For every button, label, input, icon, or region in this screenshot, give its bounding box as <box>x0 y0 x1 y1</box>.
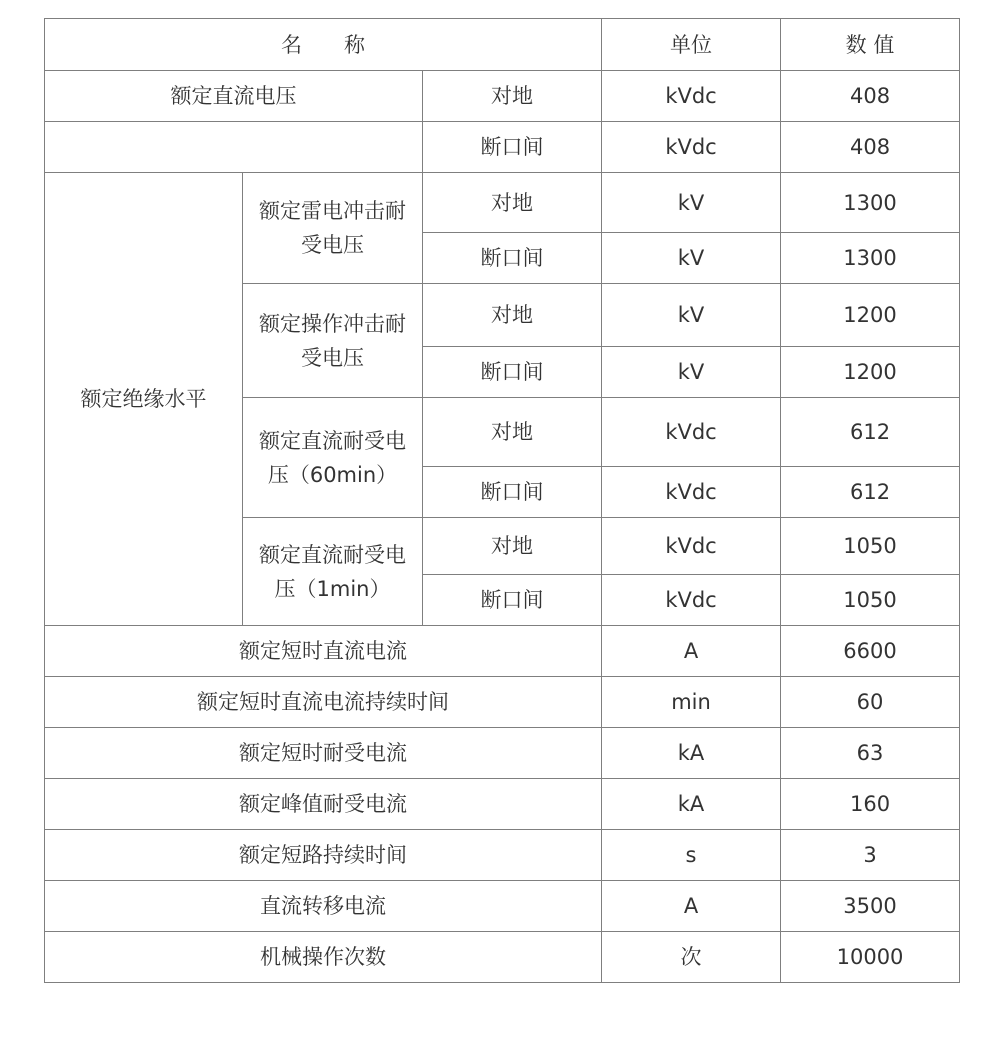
group-label-line2: 压（60min） <box>267 462 398 487</box>
sub-label: 对地 <box>423 71 602 122</box>
unit-cell: kV <box>602 233 781 284</box>
unit-cell: kVdc <box>602 467 781 518</box>
name-cell: 直流转移电流 <box>45 881 602 932</box>
value-cell: 1200 <box>781 347 960 398</box>
unit-cell: kVdc <box>602 398 781 467</box>
sub-label: 断口间 <box>423 575 602 626</box>
value-cell: 160 <box>781 779 960 830</box>
table-row <box>45 932 960 983</box>
value-cell: 1050 <box>781 575 960 626</box>
insulation-label: 额定绝缘水平 <box>45 173 243 626</box>
unit-cell: kA <box>602 728 781 779</box>
sub-label: 断口间 <box>423 122 602 173</box>
name-cell: 额定短时直流电流持续时间 <box>45 677 602 728</box>
value-cell: 6600 <box>781 626 960 677</box>
spec-table <box>44 18 960 983</box>
unit-cell: 次 <box>602 932 781 983</box>
sub-label: 对地 <box>423 173 602 233</box>
table-row <box>45 626 960 677</box>
table-row <box>45 779 960 830</box>
table-row <box>45 728 960 779</box>
group-label <box>243 173 423 284</box>
group-label-line2: 压（1min） <box>274 576 391 601</box>
sub-label: 断口间 <box>423 467 602 518</box>
header-unit: 单位 <box>602 19 781 71</box>
name-cell: 机械操作次数 <box>45 932 602 983</box>
table-row <box>45 71 960 122</box>
value-cell: 3 <box>781 830 960 881</box>
unit-cell: kVdc <box>602 518 781 575</box>
group-label-line1: 额定直流耐受电 <box>259 428 406 453</box>
table-row <box>45 122 960 173</box>
unit-cell: kVdc <box>602 71 781 122</box>
unit-cell: kV <box>602 347 781 398</box>
sub-label: 对地 <box>423 398 602 467</box>
unit-cell: s <box>602 830 781 881</box>
group-label-line2: 受电压 <box>301 233 364 257</box>
sub-label: 断口间 <box>423 233 602 284</box>
name-cell: 额定短路持续时间 <box>45 830 602 881</box>
table-row <box>45 830 960 881</box>
rated-dc-voltage-label: 额定直流电压 <box>45 71 423 122</box>
value-cell: 408 <box>781 71 960 122</box>
unit-cell: kV <box>602 173 781 233</box>
group-label-line1: 额定直流耐受电 <box>259 542 406 567</box>
header-name: 名 称 <box>45 19 602 71</box>
value-cell: 3500 <box>781 881 960 932</box>
unit-cell: kV <box>602 284 781 347</box>
value-cell: 612 <box>781 467 960 518</box>
unit-cell: kA <box>602 779 781 830</box>
group-label <box>243 518 423 626</box>
header-row <box>45 19 960 71</box>
group-label <box>243 284 423 398</box>
value-cell: 63 <box>781 728 960 779</box>
sub-label: 断口间 <box>423 347 602 398</box>
table-row <box>45 677 960 728</box>
sub-label: 对地 <box>423 518 602 575</box>
table-row <box>45 881 960 932</box>
group-label-line1: 额定雷电冲击耐 <box>259 199 406 223</box>
value-cell: 612 <box>781 398 960 467</box>
table-row <box>45 173 960 233</box>
empty-cell <box>45 122 423 173</box>
group-label-line2: 受电压 <box>301 345 364 370</box>
value-cell: 1050 <box>781 518 960 575</box>
unit-cell: A <box>602 881 781 932</box>
value-cell: 1200 <box>781 284 960 347</box>
value-cell: 10000 <box>781 932 960 983</box>
name-cell: 额定峰值耐受电流 <box>45 779 602 830</box>
value-cell: 408 <box>781 122 960 173</box>
group-label-line1: 额定操作冲击耐 <box>259 311 406 336</box>
unit-cell: kVdc <box>602 575 781 626</box>
value-cell: 1300 <box>781 173 960 233</box>
unit-cell: min <box>602 677 781 728</box>
name-cell: 额定短时直流电流 <box>45 626 602 677</box>
group-label <box>243 398 423 518</box>
sub-label: 对地 <box>423 284 602 347</box>
value-cell: 60 <box>781 677 960 728</box>
unit-cell: kVdc <box>602 122 781 173</box>
unit-cell: A <box>602 626 781 677</box>
value-cell: 1300 <box>781 233 960 284</box>
name-cell: 额定短时耐受电流 <box>45 728 602 779</box>
header-value: 数 值 <box>781 19 960 71</box>
